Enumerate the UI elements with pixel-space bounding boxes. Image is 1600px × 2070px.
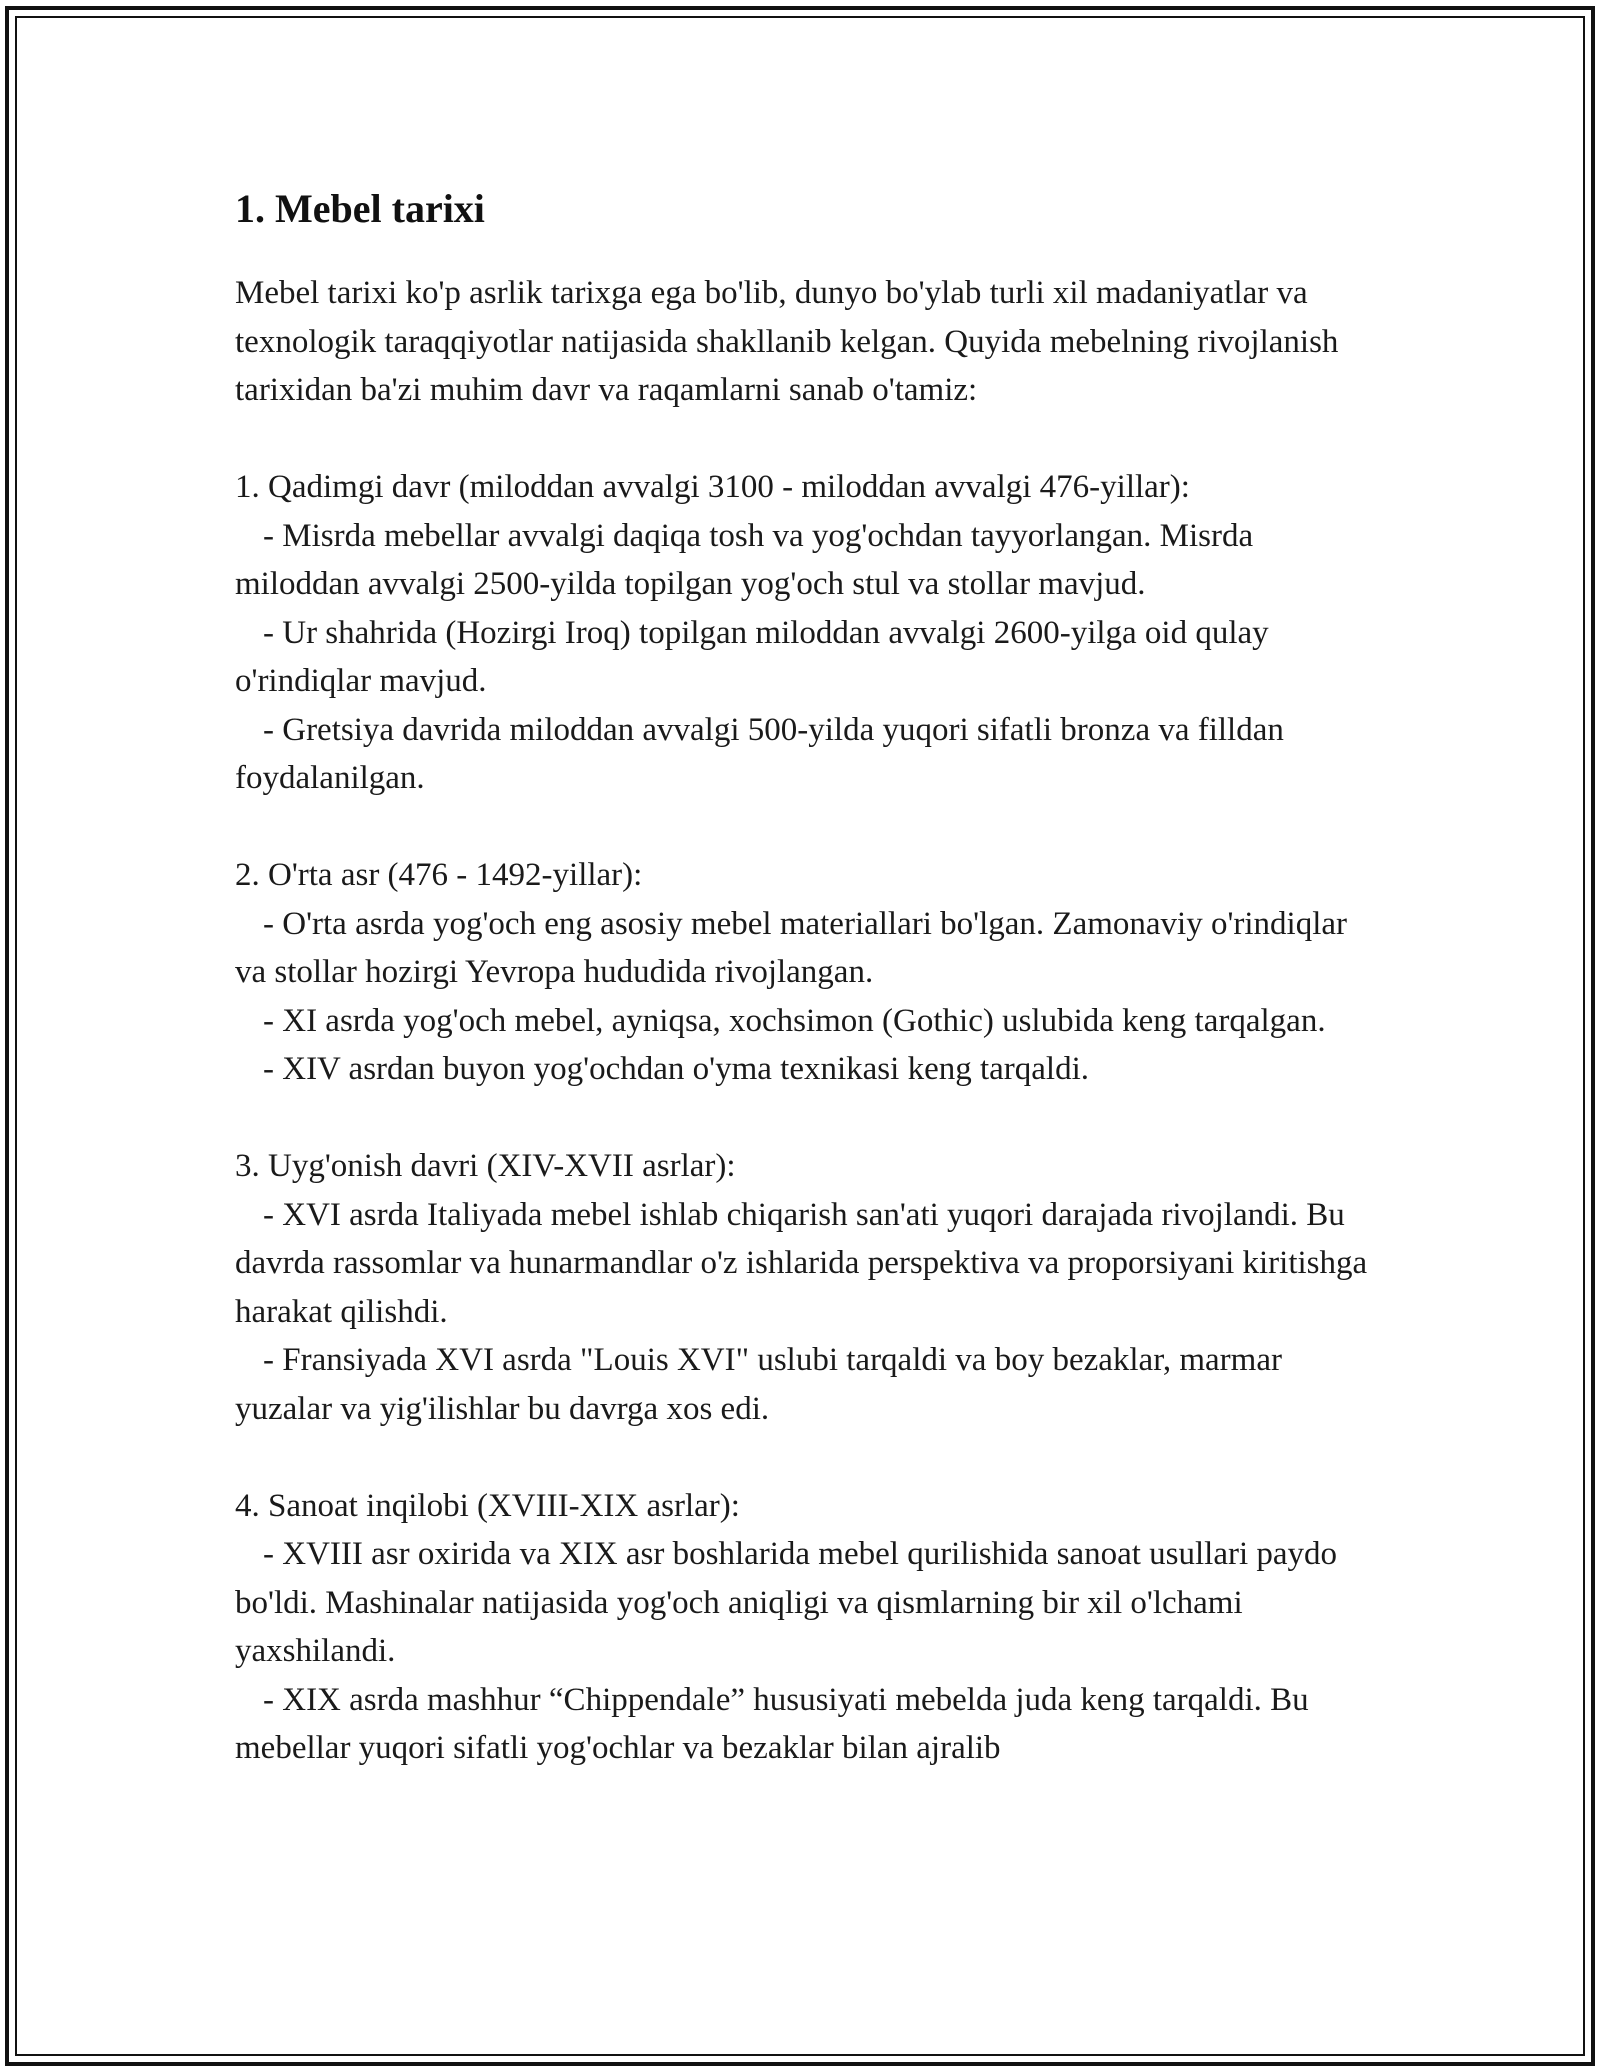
document-title: 1. Mebel tarixi — [235, 186, 485, 231]
section-item: - XVIII asr oxirida va XIX asr boshlarida mebel qurilishida sanoat usullari paydo bo'ldi. Mashinalar natijasida yog'och aniqligi va qismlarning bir xil o'lchami yaxshilandi. — [235, 1536, 1338, 1669]
section-item: - Misrda mebellar avvalgi daqiqa tosh va yog'ochdan tayyorlangan. Misrda miloddan avvalgi 2500-yilda topilgan yog'och stul va stollar mavjud. — [235, 517, 1254, 602]
intro-paragraph: Mebel tarixi ko'p asrlik tarixga ega bo'lib, dunyo bo'ylab turli xil madaniyatlar va texnologik taraqqiyotlar natijasida shakllanib kelgan. Quyida mebelning rivojlanish tarixidan ba'zi muhim davr va raqamlarni sanab o'tamiz: — [235, 275, 1347, 408]
section-renaissance — [235, 1142, 1375, 1433]
section-item: - O'rta asrda yog'och eng asosiy mebel materiallari bo'lgan. Zamonaviy o'rindiqlar va stollar hozirgi Yevropa hududida rivojlangan. — [235, 905, 1348, 990]
section-item: - XIX asrda mashhur “Chippendale” hususiyati mebelda juda keng tarqaldi. Bu mebellar yuqori sifatli yog'ochlar va bezaklar bilan ajralib — [235, 1681, 1309, 1766]
section-ancient — [235, 463, 1375, 803]
section-item: - XI asrda yog'och mebel, ayniqsa, xochsimon (Gothic) uslubida keng tarqalgan. — [263, 1002, 1326, 1039]
section-item: - Ur shahrida (Hozirgi Iroq) topilgan miloddan avvalgi 2600-yilga oid qulay o'rindiqlar mavjud. — [235, 614, 1269, 699]
section-heading: 3. Uyg'onish davri (XIV-XVII asrlar): — [235, 1148, 736, 1184]
section-heading: 1. Qadimgi davr (miloddan avvalgi 3100 - miloddan avvalgi 476-yillar): — [235, 469, 1190, 505]
section-item: - XVI asrda Italiyada mebel ishlab chiqarish san'ati yuqori darajada rivojlandi. Bu davrda rassomlar va hunarmandlar o'z ishlarida perspektiva va proporsiyani kiritishga harakat qilishdi. — [235, 1196, 1368, 1330]
document-body — [235, 185, 1375, 1773]
section-heading: 4. Sanoat inqilobi (XVIII-XIX asrlar): — [235, 1487, 740, 1524]
section-item: - Fransiyada XVI asrda "Louis XVI" uslubi tarqaldi va boy bezaklar, marmar yuzalar va yig'ilishlar bu davrga xos edi. — [235, 1342, 1282, 1427]
section-item: - XIV asrdan buyon yog'ochdan o'yma texnikasi keng tarqaldi. — [263, 1051, 1089, 1087]
section-industrial-revolution — [235, 1482, 1375, 1773]
section-heading: 2. O'rta asr (476 - 1492-yillar): — [235, 857, 643, 893]
section-middle-ages — [235, 851, 1375, 1094]
section-item: - Gretsiya davrida miloddan avvalgi 500-yilda yuqori sifatli bronza va filldan foydalanilgan. — [235, 711, 1284, 796]
